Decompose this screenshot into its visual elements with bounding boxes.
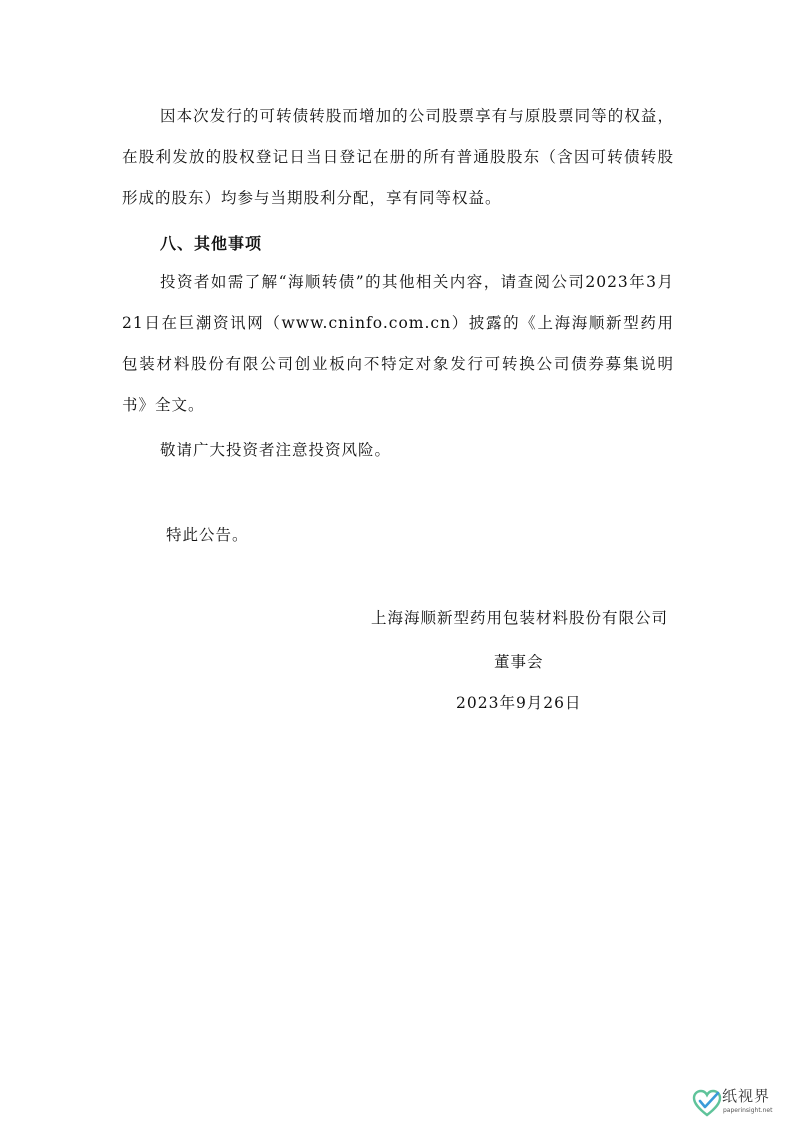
watermark-url: paperinsight.net [723,1107,773,1114]
paragraph-equity-rights: 因本次发行的可转债转股而增加的公司股票享有与原股票同等的权益，在股利发放的股权登记日当日登记在册的所有普通股股东（含因可转债转股形成的股东）均参与当期股利分配，享有同等权益。 [122,107,674,207]
section-heading-other-matters: 八、其他事项 [160,234,263,253]
signatory-company: 上海海顺新型药用包装材料股份有限公司 [370,609,668,627]
paragraph-risk-notice: 敬请广大投资者注意投资风险。 [160,441,392,459]
signatory-board: 董事会 [494,653,544,671]
closing-statement: 特此公告。 [166,526,249,544]
announcement-date: 2023年9月26日 [456,694,582,712]
watermark-logo [692,1086,788,1120]
watermark-brand: 纸视界 [722,1087,771,1105]
heart-check-logo-icon [692,1088,722,1118]
paragraph-further-info: 投资者如需了解“海顺转债”的其他相关内容，请查阅公司2023年3月21日在巨潮资讯网（www.cninfo.com.cn）披露的《上海海顺新型药用包装材料股份有限公司创业板向不特定对象发行可转换公司债券募集说明书》全文。 [122,273,674,414]
